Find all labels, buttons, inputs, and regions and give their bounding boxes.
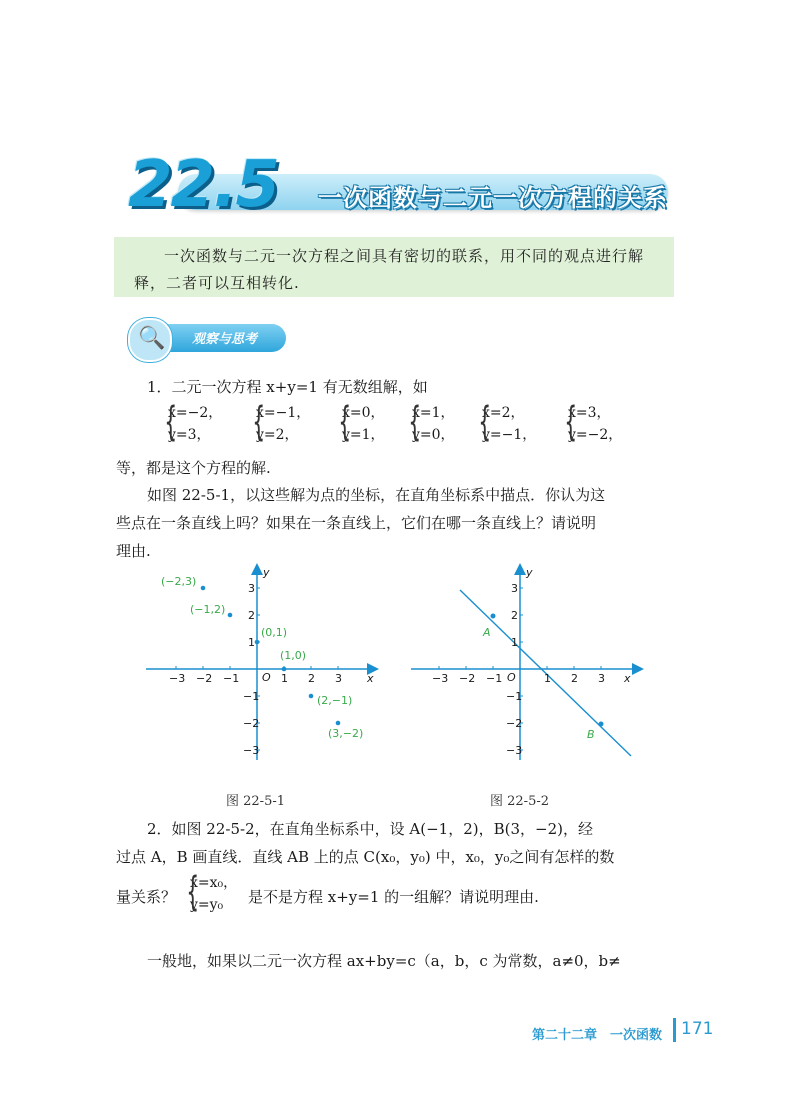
- y-tick-label: −1: [506, 690, 523, 703]
- section-number: 22.5: [128, 148, 278, 222]
- y-tick-label: −3: [243, 744, 260, 757]
- data-point: [228, 613, 233, 618]
- y-tick-label: 3: [248, 582, 255, 595]
- y-tick-label: −3: [506, 744, 523, 757]
- system-1: { x=−2， y=3，: [164, 399, 223, 445]
- x-tick-label: −3: [432, 672, 449, 685]
- q2-system: { x=x₀， y=y₀: [186, 869, 238, 915]
- x-axis-label: x: [624, 672, 631, 685]
- point-label: (3,−2): [328, 727, 364, 740]
- data-point: [282, 667, 287, 672]
- figure-22-5-1: [140, 560, 390, 770]
- q2-line2: 过点 A，B 画直线．直线 AB 上的点 C(x₀，y₀) 中，x₀，y₀之间有怎样的数: [116, 848, 615, 866]
- y-axis-label: y: [263, 566, 270, 579]
- section-heading: [118, 148, 668, 222]
- point-a-label: A: [483, 626, 491, 639]
- observe-label: 观察与思考: [192, 332, 258, 347]
- point-label: (−1,2): [190, 603, 226, 616]
- point-b-dot: [599, 722, 604, 727]
- system-3: { x=0， y=1，: [338, 399, 385, 445]
- data-point: [255, 640, 260, 645]
- footer-divider: [673, 1018, 676, 1042]
- y-tick-label: 1: [511, 636, 518, 649]
- y-tick-label: 1: [248, 636, 255, 649]
- point-b-label: B: [587, 728, 595, 741]
- x-tick-label: −2: [459, 672, 476, 685]
- y-tick-label: −1: [243, 690, 260, 703]
- x-tick-label: 2: [571, 672, 578, 685]
- point-label: (2,−1): [317, 694, 353, 707]
- x-tick-label: 2: [308, 672, 315, 685]
- origin-label: O: [262, 671, 271, 684]
- x-tick-label: 1: [281, 672, 288, 685]
- x-axis-label: x: [367, 672, 374, 685]
- system-5: { x=2， y=−1，: [478, 399, 537, 445]
- figure1-caption: 图 22-5-1: [226, 794, 286, 809]
- figure-22-5-2: [405, 560, 655, 770]
- x-tick-label: −1: [223, 672, 240, 685]
- section-title: 一次函数与二元一次方程的关系: [318, 184, 668, 212]
- system-2: { x=−1， y=2，: [252, 399, 311, 445]
- y-axis-label: y: [526, 566, 533, 579]
- system-4: { x=1， y=0，: [408, 399, 455, 445]
- y-tick-label: 2: [511, 609, 518, 622]
- q2-line1: 2．如图 22-5-2，在直角坐标系中，设 A(−1，2)，B(3，−2)，经: [147, 820, 593, 838]
- q1-line1: 1．二元一次方程 x+y=1 有无数组解，如: [147, 378, 428, 396]
- footer-chapter: 第二十二章 一次函数: [532, 1028, 663, 1043]
- data-point: [201, 586, 206, 591]
- q1-para-b: 些点在一条直线上吗？如果在一条直线上，它们在哪一条直线上？请说明: [116, 514, 597, 532]
- x-tick-label: 1: [544, 672, 551, 685]
- y-tick-label: −2: [506, 717, 523, 730]
- q1-line2: 等，都是这个方程的解.: [116, 459, 271, 477]
- point-label: (0,1): [261, 626, 288, 639]
- y-tick-label: −2: [243, 717, 260, 730]
- q2-line3-post: 是不是方程 x+y=1 的一组解？请说明理由.: [248, 888, 539, 906]
- page-number: 171: [681, 1019, 714, 1039]
- badge-circle: [128, 318, 172, 362]
- brace: {: [164, 399, 178, 445]
- intro-box: [114, 237, 674, 297]
- point-a-dot: [491, 614, 496, 619]
- x-tick-label: −2: [196, 672, 213, 685]
- solution-systems: [160, 399, 680, 450]
- y-tick-label: 2: [248, 609, 255, 622]
- x-tick-label: 3: [598, 672, 605, 685]
- y-tick-label: 3: [511, 582, 518, 595]
- general-text: 一般地，如果以二元一次方程 ax+by=c（a，b，c 为常数，a≠0，b≠: [147, 952, 621, 970]
- q2-line3-pre: 量关系？: [116, 888, 177, 906]
- system-6: { x=3， y=−2，: [564, 399, 623, 445]
- x-tick-label: −1: [486, 672, 503, 685]
- data-point: [309, 694, 314, 699]
- x-tick-label: −3: [169, 672, 186, 685]
- magnifier-people-icon: 🔍: [138, 326, 166, 351]
- point-label: (−2,3): [161, 575, 197, 588]
- q1-para-a: 如图 22-5-1，以这些解为点的坐标，在直角坐标系中描点．你认为这: [147, 486, 606, 504]
- q1-para-c: 理由.: [116, 542, 151, 560]
- figure2-caption: 图 22-5-2: [490, 794, 550, 809]
- intro-text: 一次函数与二元一次方程之间具有密切的联系，用不同的观点进行解释，二者可以互相转化.: [134, 247, 645, 292]
- origin-label: O: [507, 671, 516, 684]
- point-label: (1,0): [280, 649, 307, 662]
- x-tick-label: 3: [335, 672, 342, 685]
- data-point: [336, 721, 341, 726]
- observe-badge: [116, 318, 286, 358]
